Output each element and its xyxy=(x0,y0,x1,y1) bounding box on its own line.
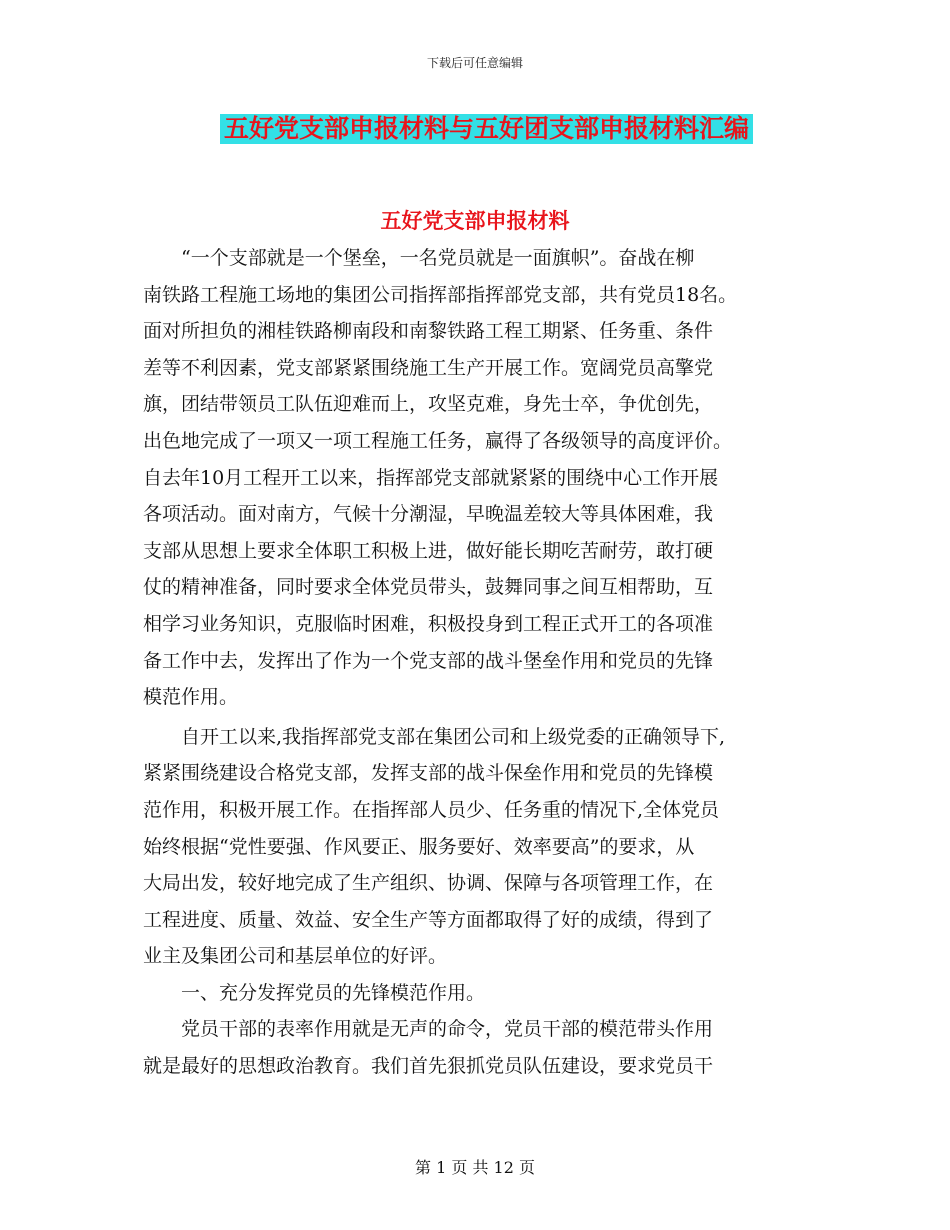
text-line: “一个支部就是一个堡垒，一名党员就是一面旗帜”。奋战在柳 xyxy=(181,247,695,269)
text-line: 大局出发，较好地完成了生产组织、协调、保障与各项管理工作，在 xyxy=(143,872,714,895)
text-line: 差等不利因素，党支部紧紧围绕施工生产开展工作。宽阔党员高擎党 xyxy=(143,356,714,379)
text-line: 工程进度、质量、效益、安全生产等方面都取得了好的成绩，得到了 xyxy=(143,908,714,931)
section-title: 五好党支部申报材料 xyxy=(380,209,570,233)
paragraph xyxy=(143,719,803,975)
text-line: 各项活动。面对南方，气候十分潮湿，早晚温差较大等具体困难，我 xyxy=(143,503,714,526)
text-line: 紧紧围绕建设合格党支部，发挥支部的战斗保垒作用和党员的先锋模 xyxy=(143,762,714,785)
header-note: 下载后可任意编辑 xyxy=(426,56,523,70)
paragraph xyxy=(143,240,803,716)
text-line: 仗的精神准备，同时要求全体党员带头，鼓舞同事之间互相帮助，互 xyxy=(143,576,714,599)
text-line: 始终根据“党性要强、作风要正、服务要好、效率要高”的要求，从 xyxy=(143,835,695,858)
text-line: 一、充分发挥党员的先锋模范作用。 xyxy=(181,981,486,1004)
text-line: 旗，团结带领员工队伍迎难而上，攻坚克难，身先士卒，争优创先， xyxy=(143,393,714,416)
text-line: 支部从思想上要求全体职工积极上进，做好能长期吃苦耐劳，敢打硬 xyxy=(143,539,714,562)
paragraph xyxy=(143,975,803,1012)
text-line: 南铁路工程施工场地的集团公司指挥部指挥部党支部，共有党员18名。 xyxy=(143,283,738,306)
document-body xyxy=(143,240,803,1085)
text-line: 自开工以来,我指挥部党支部在集团公司和上级党委的正确领导下, xyxy=(181,725,726,748)
text-line: 范作用，积极开展工作。在指挥部人员少、任务重的情况下,全体党员 xyxy=(143,798,720,821)
text-line: 业主及集团公司和基层单位的好评。 xyxy=(143,945,448,968)
text-line: 出色地完成了一项又一项工程施工任务，赢得了各级领导的高度评价。 xyxy=(143,429,733,452)
text-line: 备工作中去，发挥出了作为一个党支部的战斗堡垒作用和党员的先锋 xyxy=(143,649,714,672)
text-line: 自去年10月工程开工以来，指挥部党支部就紧紧的围绕中心工作开展 xyxy=(143,466,719,489)
page-footer: 第 1 页 共 12 页 xyxy=(415,1158,535,1177)
text-line: 模范作用。 xyxy=(143,686,239,709)
paragraph xyxy=(143,1011,803,1084)
text-line: 就是最好的思想政治教育。我们首先狠抓党员队伍建设，要求党员干 xyxy=(143,1055,714,1078)
document-main-title: 五好党支部申报材料与五好团支部申报材料汇编 xyxy=(220,114,753,144)
text-line: 党员干部的表率作用就是无声的命令，党员干部的模范带头作用 xyxy=(181,1018,714,1041)
text-line: 相学习业务知识，克服临时困难，积极投身到工程正式开工的各项准 xyxy=(143,612,714,635)
text-line: 面对所担负的湘桂铁路柳南段和南黎铁路工程工期紧、任务重、条件 xyxy=(143,320,714,343)
